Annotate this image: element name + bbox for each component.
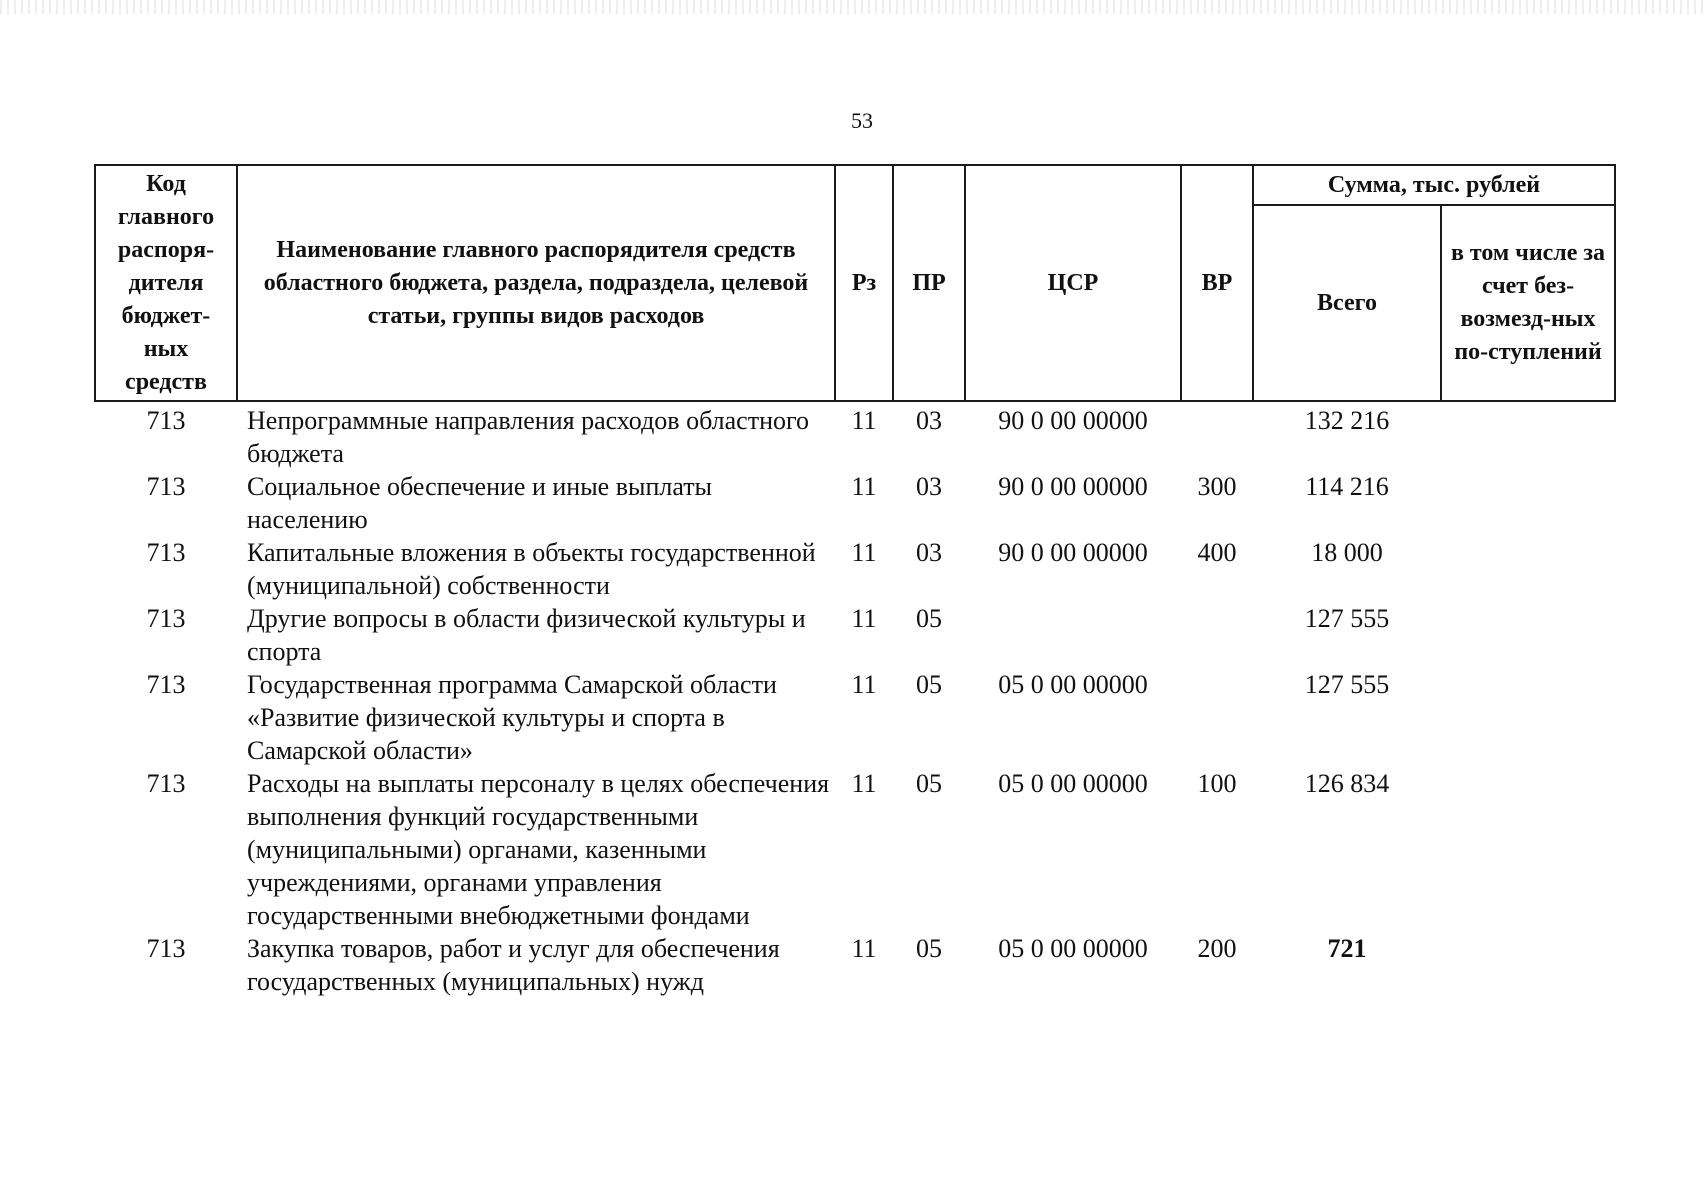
cell-pr: 05 — [916, 604, 942, 633]
page-number: 53 — [851, 108, 873, 133]
cell-pr: 03 — [916, 406, 942, 435]
cell-code: 713 — [146, 538, 186, 567]
cell-pr: 05 — [916, 769, 942, 798]
cell-rz: 11 — [851, 769, 877, 798]
scan-edge-noise — [0, 0, 1708, 14]
cell-name: Социальное обеспечение и иные выплаты населению — [247, 472, 713, 534]
cell-rz: 11 — [851, 472, 877, 501]
cell-grants — [1441, 602, 1615, 668]
cell-name: Непрограммные направления расходов областного бюджета — [247, 406, 809, 468]
cell-rz: 11 — [851, 406, 877, 435]
cell-code: 713 — [146, 670, 186, 699]
cell-name: Государственная программа Самарской области «Развитие физической культуры и спорта в Самарской области» — [247, 670, 777, 765]
table-row — [95, 602, 1615, 668]
header-pr: ПР — [893, 165, 965, 401]
cell-total: 132 216 — [1304, 406, 1390, 435]
cell-code: 713 — [146, 472, 186, 501]
cell-pr: 05 — [916, 934, 942, 963]
header-name: Наименование главного распорядителя средств областного бюджета, раздела, подраздела, целевой статьи, группы видов расходов — [237, 165, 835, 401]
cell-total: 18 000 — [1311, 538, 1383, 567]
cell-name: Капитальные вложения в объекты государственной (муниципальной) собственности — [247, 538, 816, 600]
cell-grants — [1441, 470, 1615, 536]
header-code: Код главного распоря-дителя бюджет-ных средств — [95, 165, 237, 401]
cell-name: Закупка товаров, работ и услуг для обеспечения государственных (муниципальных) нужд — [247, 934, 780, 996]
cell-total: 721 — [1327, 934, 1367, 963]
cell-grants — [1441, 767, 1615, 932]
cell-csr: 90 0 00 00000 — [998, 538, 1148, 567]
cell-vr: 400 — [1197, 538, 1237, 567]
cell-code: 713 — [146, 769, 186, 798]
cell-csr — [965, 602, 1181, 668]
cell-rz: 11 — [851, 538, 877, 567]
cell-rz: 11 — [851, 604, 877, 633]
cell-csr: 05 0 00 00000 — [998, 934, 1148, 963]
cell-pr: 03 — [916, 538, 942, 567]
budget-table — [94, 164, 1616, 998]
table-row — [95, 536, 1615, 602]
cell-grants — [1441, 668, 1615, 767]
cell-pr: 05 — [916, 670, 942, 699]
cell-rz: 11 — [851, 934, 877, 963]
table-body — [95, 401, 1615, 998]
cell-grants — [1441, 401, 1615, 470]
table-row — [95, 767, 1615, 932]
header-rz: Рз — [835, 165, 893, 401]
cell-name: Другие вопросы в области физической культуры и спорта — [247, 604, 806, 666]
cell-total: 127 555 — [1304, 604, 1390, 633]
cell-vr — [1181, 668, 1253, 767]
header-vr: ВР — [1181, 165, 1253, 401]
cell-code: 713 — [146, 406, 186, 435]
cell-rz: 11 — [851, 670, 877, 699]
cell-grants — [1441, 932, 1615, 998]
cell-vr: 200 — [1197, 934, 1237, 963]
cell-vr: 100 — [1197, 769, 1237, 798]
cell-pr: 03 — [916, 472, 942, 501]
cell-csr: 05 0 00 00000 — [998, 769, 1148, 798]
header-sum-group: Сумма, тыс. рублей — [1253, 165, 1615, 205]
table-row — [95, 932, 1615, 998]
header-grants: в том числе за счет без-возмезд-ных по-ступлений — [1441, 205, 1615, 401]
header-csr: ЦСР — [965, 165, 1181, 401]
cell-vr — [1181, 602, 1253, 668]
cell-code: 713 — [146, 934, 186, 963]
table-row — [95, 668, 1615, 767]
cell-grants — [1441, 536, 1615, 602]
table-row — [95, 470, 1615, 536]
cell-total: 127 555 — [1304, 670, 1390, 699]
cell-csr: 90 0 00 00000 — [998, 406, 1148, 435]
cell-csr: 05 0 00 00000 — [998, 670, 1148, 699]
cell-csr: 90 0 00 00000 — [998, 472, 1148, 501]
cell-vr: 300 — [1197, 472, 1237, 501]
cell-name: Расходы на выплаты персоналу в целях обеспечения выполнения функций государственными (муниципальными) органами, казенными учреждениями, органами управления государственными внебюджетными фондами — [247, 769, 830, 930]
cell-vr — [1181, 401, 1253, 470]
table-row — [95, 401, 1615, 470]
cell-total: 114 216 — [1305, 472, 1389, 501]
cell-code: 713 — [146, 604, 186, 633]
cell-total: 126 834 — [1304, 769, 1390, 798]
header-total: Всего — [1253, 205, 1441, 401]
table-header — [95, 165, 1615, 401]
